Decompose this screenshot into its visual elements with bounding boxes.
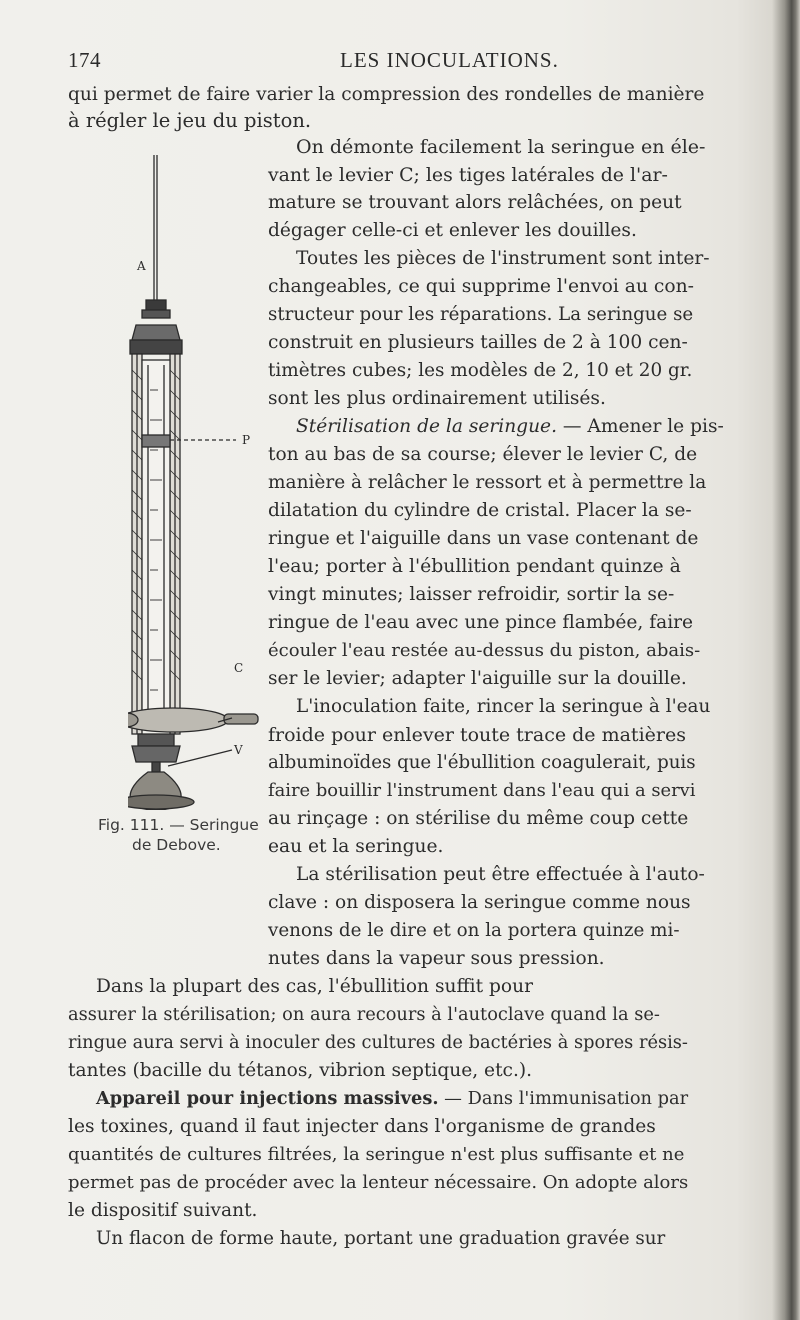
text-line: à régler le jeu du piston. [68, 109, 312, 132]
text-line: eau et la seringue. [268, 836, 444, 857]
text-line: vingt minutes; laisser refroidir, sortir la se- [268, 584, 675, 605]
text-line: vant le levier C; les tiges latérales de l'ar- [268, 164, 668, 186]
text-line: Appareil pour injections massives. — Dans l'immunisation par [96, 1088, 689, 1109]
text-line: ton au bas de sa course; élever le levier C, de [268, 444, 698, 465]
text-line: On démonte facilement la seringue en éle- [296, 136, 706, 158]
text-line: ser le levier; adapter l'aiguille sur la douille. [268, 668, 687, 689]
text-line: timètres cubes; les modèles de 2, 10 et 20 gr. [268, 360, 693, 381]
text-line: tantes (bacille du tétanos, vibrion septique, etc.). [68, 1060, 533, 1081]
text-line: Stérilisation de la seringue. — Amener le pis- [296, 416, 724, 437]
text-line: ringue de l'eau avec une pince flambée, faire [268, 612, 694, 633]
text-line: albuminoïdes que l'ébullition coagulerait, puis [268, 752, 696, 773]
text-line: permet pas de procéder avec la lenteur nécessaire. On adopte alors [68, 1172, 689, 1193]
text-line: L'inoculation faite, rincer la seringue à l'eau [296, 696, 711, 717]
page-gutter-shadow [772, 0, 800, 1320]
text-line: manière à relâcher le ressort et à permettre la [268, 472, 707, 493]
text-line: sont les plus ordinairement utilisés. [268, 388, 606, 409]
text-line: structeur pour les réparations. La seringue se [268, 304, 694, 325]
text-line: nutes dans la vapeur sous pression. [268, 948, 605, 969]
text-line: ringue et l'aiguille dans un vase contenant de [268, 528, 699, 549]
text-line: venons de le dire et on la portera quinze mi- [268, 920, 680, 941]
text-line: La stérilisation peut être effectuée à l'auto- [296, 864, 705, 885]
text-line: quantités de cultures filtrées, la seringue n'est plus suffisante et ne [68, 1144, 685, 1165]
text-line: les toxines, quand il faut injecter dans l'organisme de grandes [68, 1116, 656, 1137]
text-line: au rinçage : on stérilise du même coup cette [268, 808, 689, 829]
label-a: A [137, 259, 146, 273]
syringe-drawing [128, 150, 278, 810]
text-line: faire bouillir l'instrument dans l'eau qui a servi [268, 780, 696, 801]
section-heading-sterilisation: Stérilisation de la seringue. [296, 416, 557, 437]
text-line: Dans la plupart des cas, l'ébullition suffit pour [96, 976, 533, 997]
page-header [68, 48, 758, 78]
figure-caption-line-2: de Debove. [132, 836, 221, 854]
label-v: V [234, 743, 243, 757]
section-heading-injections: Appareil pour injections massives. [96, 1088, 439, 1109]
running-title: LES INOCULATIONS. [340, 48, 559, 72]
text-line: Toutes les pièces de l'instrument sont inter- [296, 248, 710, 269]
text-line: qui permet de faire varier la compression des rondelles de manière [68, 84, 705, 105]
text-line: l'eau; porter à l'ébullition pendant quinze à [268, 556, 681, 577]
text-line: Un flacon de forme haute, portant une graduation gravée sur [96, 1228, 666, 1249]
text-line: changeables, ce qui supprime l'envoi au con- [268, 276, 694, 297]
figure-caption-line-1: Fig. 111. — Seringue [98, 816, 259, 834]
text-line: le dispositif suivant. [68, 1200, 258, 1221]
label-p: P [242, 433, 251, 447]
text-line: écouler l'eau restée au-dessus du piston, abais- [268, 640, 701, 661]
text-line: clave : on disposera la seringue comme nous [268, 892, 691, 913]
page-number: 174 [68, 48, 101, 72]
text-line: ringue aura servi à inoculer des cultures de bactéries à spores résis- [68, 1032, 688, 1053]
text-line: construit en plusieurs tailles de 2 à 100 cen- [268, 332, 688, 353]
text-line: dilatation du cylindre de cristal. Placer la se- [268, 500, 692, 521]
syringe-illustration [128, 150, 278, 810]
label-c: C [234, 661, 244, 675]
text-line: mature se trouvant alors relâchées, on peut [268, 192, 682, 213]
text-line: dégager celle-ci et enlever les douilles. [268, 220, 637, 241]
text-line: assurer la stérilisation; on aura recours à l'autoclave quand la se- [68, 1004, 660, 1025]
text-line: froide pour enlever toute trace de matières [268, 724, 686, 746]
